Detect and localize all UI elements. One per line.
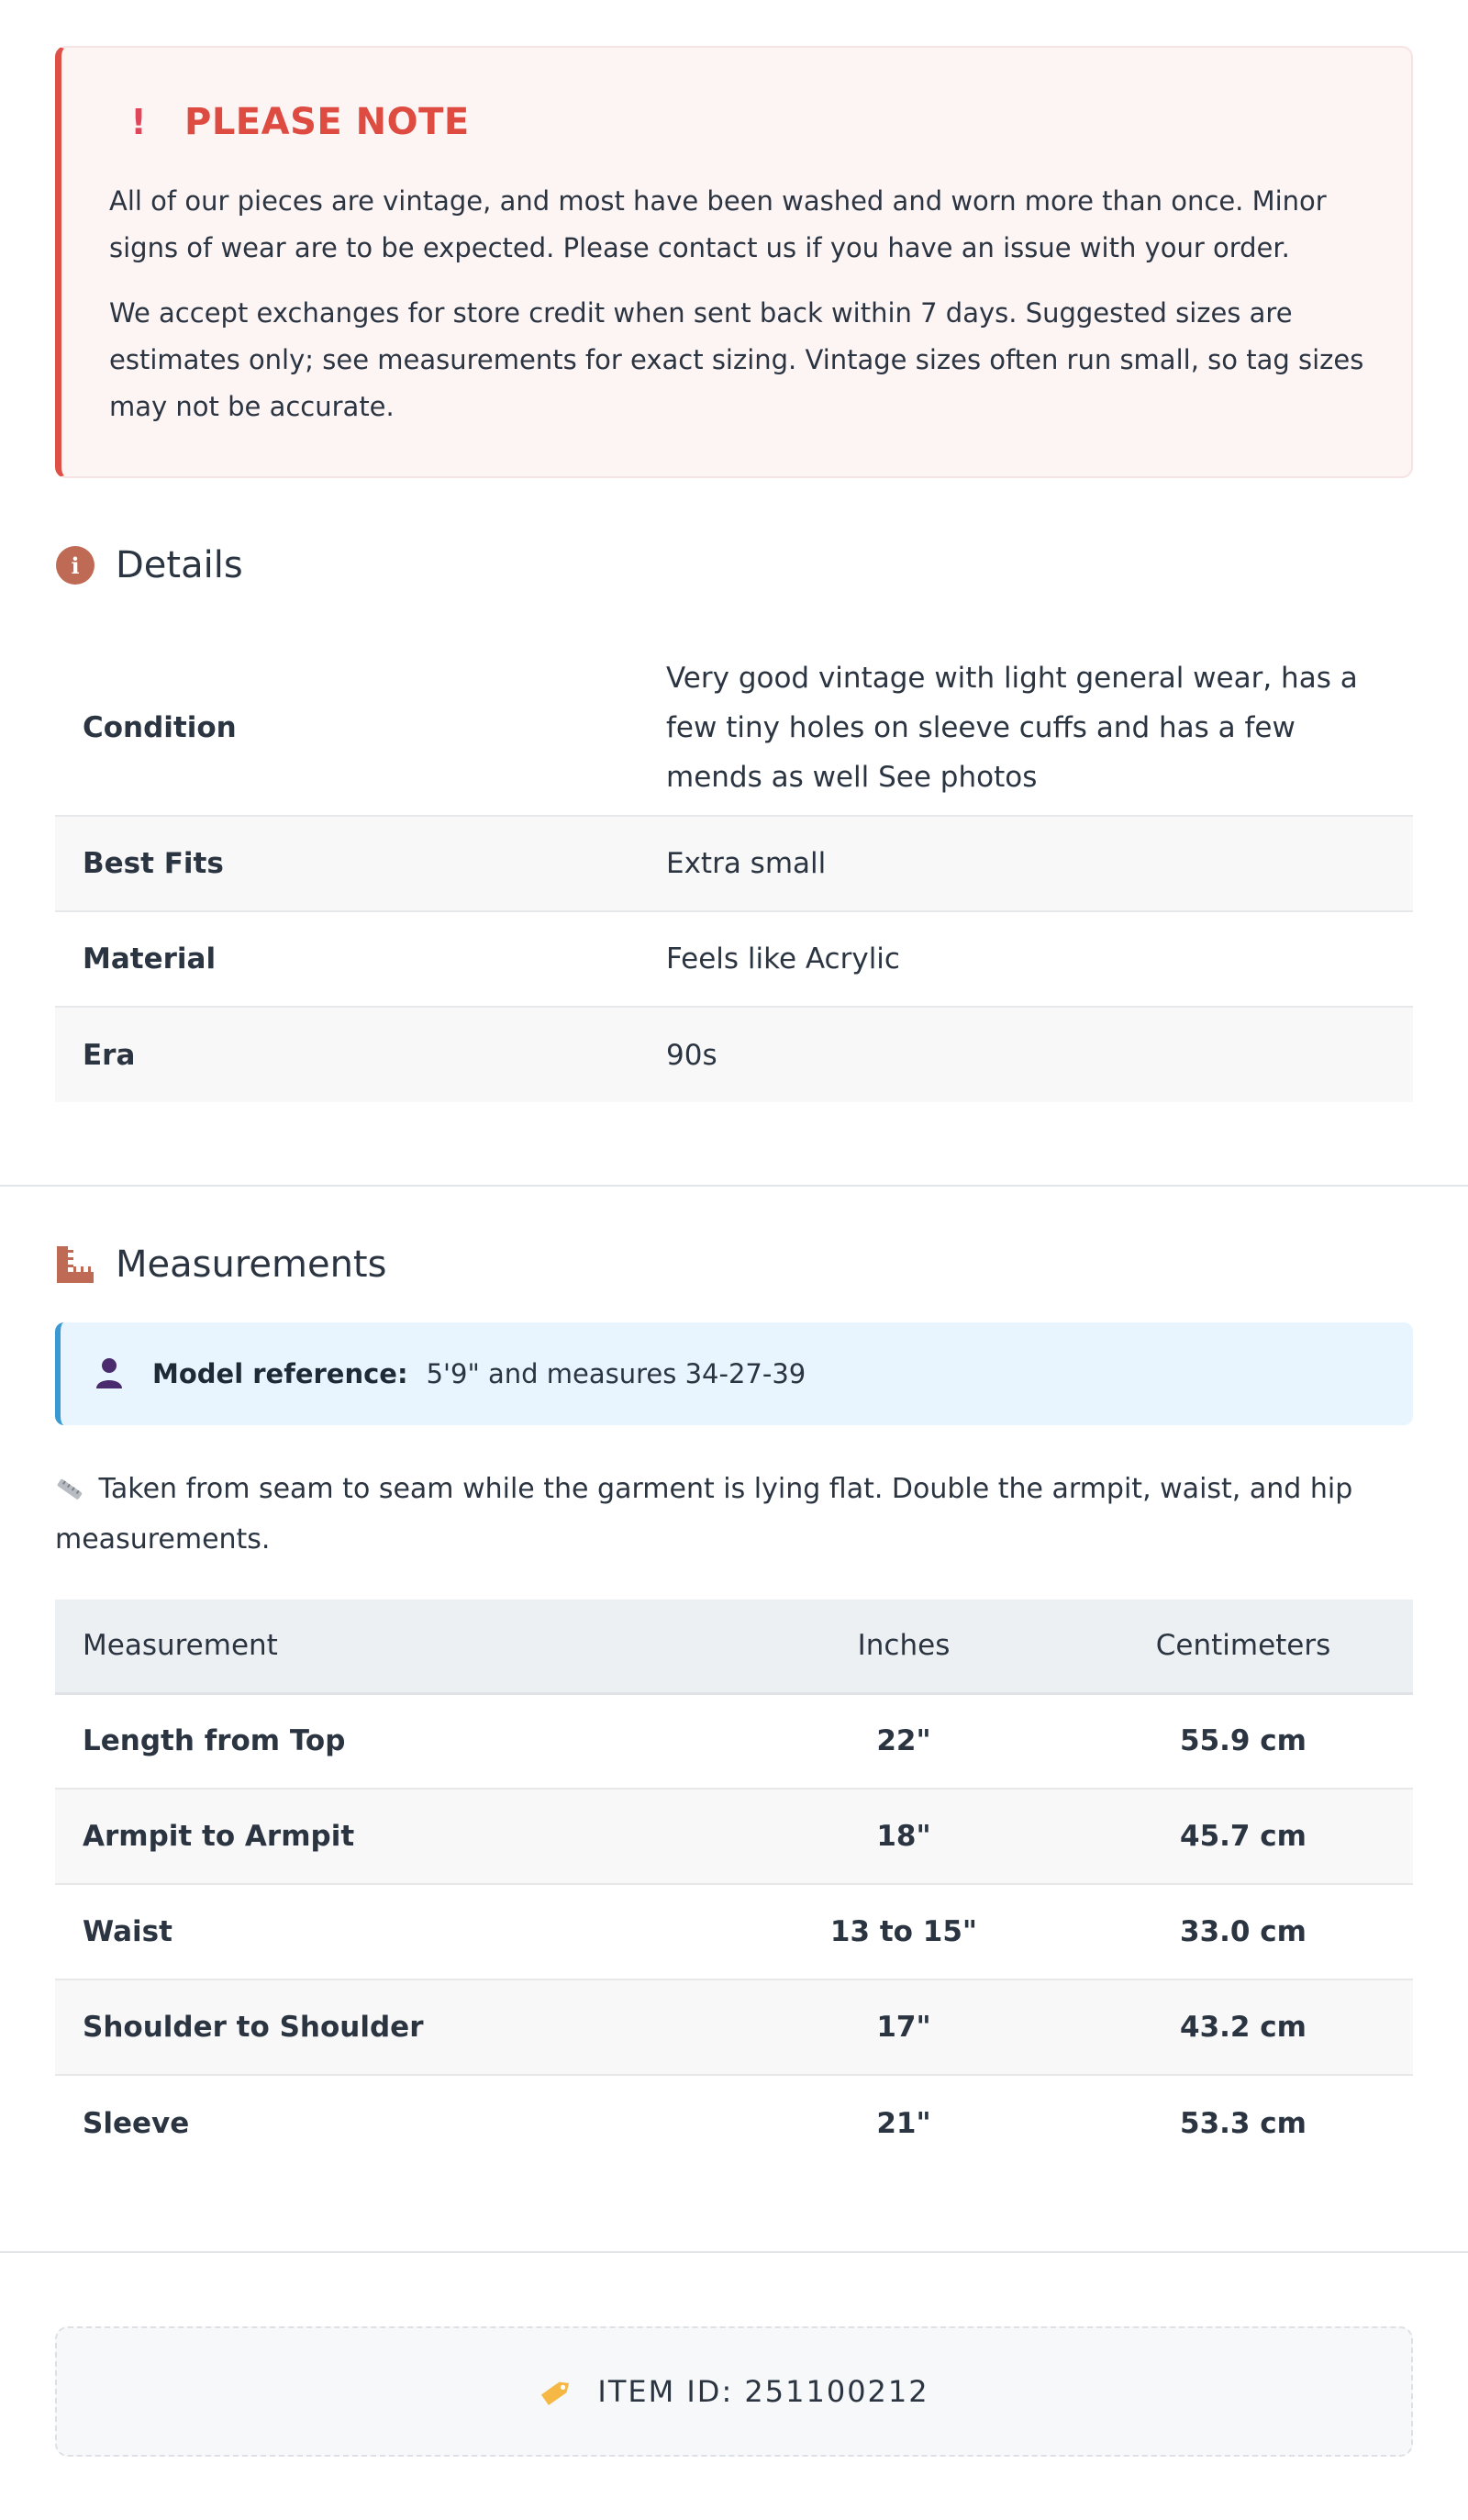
table-row xyxy=(55,1693,1413,1789)
item-id-text: ITEM ID: 251100212 xyxy=(597,2374,929,2409)
details-label: Material xyxy=(83,942,217,976)
column-header-centimeters: Centimeters xyxy=(1073,1600,1413,1693)
details-title: Details xyxy=(116,544,243,586)
details-value: Very good vintage with light general wear, has a few tiny holes on sleeve cuffs and has a few mends as well See photos xyxy=(666,661,1358,794)
notice-title: PLEASE NOTE xyxy=(184,101,470,143)
measurement-inches: 21" xyxy=(876,2106,931,2140)
details-table xyxy=(55,640,1413,1102)
details-label: Condition xyxy=(83,710,237,744)
measurement-cm: 43.2 cm xyxy=(1180,2011,1307,2044)
measurement-note-text: Taken from seam to seam while the garment is lying flat. Double the armpit, waist, and hip measurements. xyxy=(55,1473,1353,1555)
notice-paragraph: All of our pieces are vintage, and most have been washed and worn more than once. Minor signs of wear are to be expected. Please contact us if you have an issue with your order. xyxy=(109,185,1327,263)
measurement-cm: 45.7 cm xyxy=(1180,1820,1307,1853)
table-header-row xyxy=(55,1600,1413,1693)
table-row xyxy=(55,2075,1413,2170)
column-header-inches: Inches xyxy=(734,1600,1073,1693)
model-reference-value: 5'9" and measures 34-27-39 xyxy=(426,1358,806,1389)
model-reference-box xyxy=(55,1322,1413,1425)
item-id-box xyxy=(55,2326,1413,2457)
ruler-icon xyxy=(55,1244,95,1285)
details-value: Feels like Acrylic xyxy=(666,942,900,976)
details-label: Era xyxy=(83,1038,136,1072)
details-row-condition xyxy=(55,640,1413,816)
measurements-section xyxy=(0,1243,1468,2170)
notice-paragraph: We accept exchanges for store credit when sent back within 7 days. Suggested sizes are estimates only; see measurements for exact sizing. Vintage sizes often run small, so tag sizes may not be accurate. xyxy=(109,297,1364,422)
table-row xyxy=(55,1884,1413,1979)
measurement-name: Armpit to Armpit xyxy=(83,1820,355,1853)
details-value: Extra small xyxy=(666,847,827,880)
tag-icon xyxy=(539,2373,575,2410)
measurement-cm: 53.3 cm xyxy=(1180,2106,1307,2140)
column-header-measurement: Measurement xyxy=(55,1600,734,1693)
product-info-page xyxy=(0,0,1468,1102)
details-value: 90s xyxy=(666,1038,717,1072)
measurement-inches: 17" xyxy=(876,2011,931,2044)
measurement-name: Length from Top xyxy=(83,1724,346,1758)
details-heading xyxy=(55,544,1413,586)
measurements-title: Measurements xyxy=(116,1243,387,1286)
model-reference-label: Model reference: xyxy=(152,1358,408,1389)
details-label: Best Fits xyxy=(83,847,224,880)
table-row xyxy=(55,1979,1413,2075)
measurement-inches: 13 to 15" xyxy=(829,1915,978,1948)
measurement-inches: 18" xyxy=(876,1820,931,1853)
please-note-notice xyxy=(55,46,1413,478)
item-id-section xyxy=(0,2326,1468,2457)
measurement-name: Waist xyxy=(83,1915,172,1948)
details-row-best-fits xyxy=(55,816,1413,911)
details-row-material xyxy=(55,911,1413,1007)
person-icon xyxy=(94,1355,125,1392)
pencil-icon xyxy=(55,1469,90,1516)
exclamation-icon: ! xyxy=(130,102,147,142)
details-row-era xyxy=(55,1007,1413,1102)
measurements-heading xyxy=(55,1243,1413,1286)
measurement-cm: 33.0 cm xyxy=(1180,1915,1307,1948)
measurements-table xyxy=(55,1600,1413,2170)
measurement-name: Sleeve xyxy=(83,2106,190,2140)
measurement-name: Shoulder to Shoulder xyxy=(83,2011,424,2044)
measurement-inches: 22" xyxy=(876,1724,931,1758)
table-row xyxy=(55,1789,1413,1884)
notice-header xyxy=(109,101,1365,143)
info-icon: i xyxy=(56,546,95,585)
measurement-cm: 55.9 cm xyxy=(1180,1724,1307,1758)
measurement-note xyxy=(55,1466,1413,1563)
section-divider xyxy=(0,2251,1468,2253)
section-divider xyxy=(0,1185,1468,1187)
